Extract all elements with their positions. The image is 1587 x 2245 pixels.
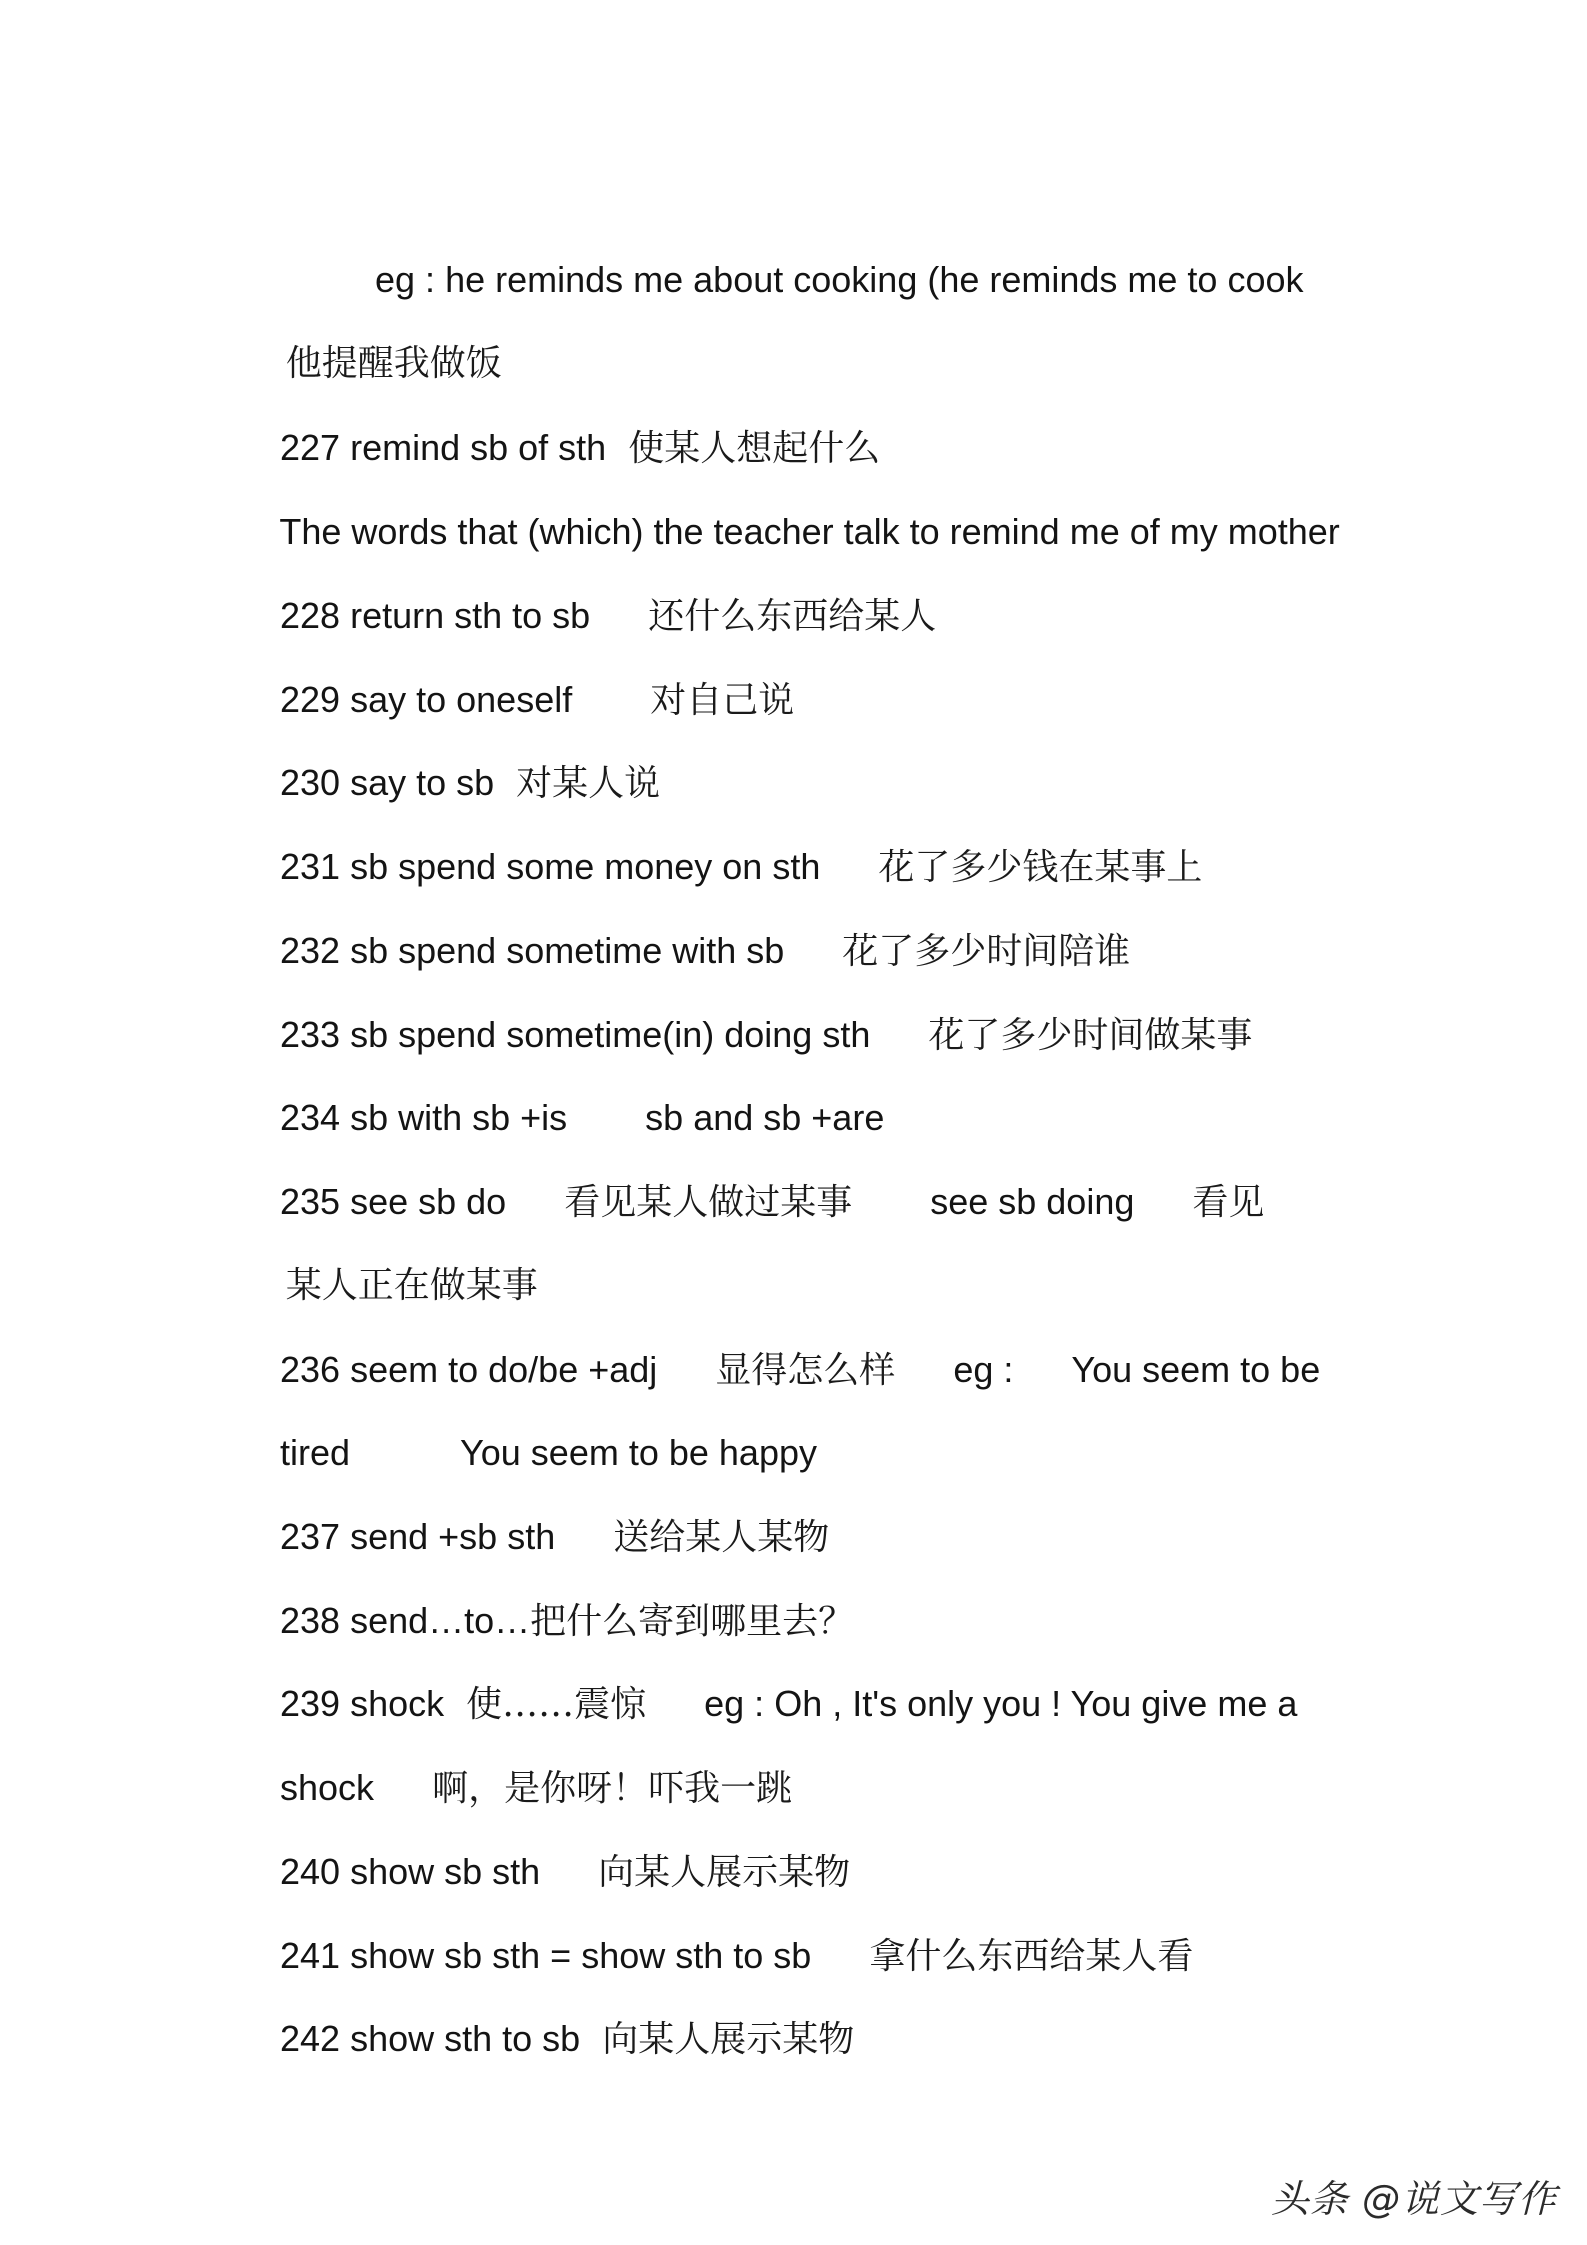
entry-242 [240,1973,854,2106]
phrase: 242 show sth to sb [280,2018,581,2059]
watermark: 头条 @说文写作 [1270,2177,1557,2221]
example-sentence: The words that (which) the teacher talk to remind me of my mother [279,511,1340,552]
example-continued: shock [280,1767,375,1808]
example-sentence: eg : he reminds me about cooking (he reminds me to cook [375,259,1304,300]
meaning: 向某人展示某物 [598,1852,851,1893]
translation: 啊，是你呀！吓我一跳 [432,1768,793,1809]
phrase: 230 say to sb [280,762,495,803]
meaning: 显得怎么样 [715,1350,896,1391]
meaning: 使某人想起什么 [628,428,881,469]
example-sentence: eg : Oh , It's only you ! You give me a [704,1683,1298,1724]
meaning: 花了多少时间陪谁 [842,931,1131,972]
meaning: 花了多少时间做某事 [928,1015,1253,1056]
phrase: 236 seem to do/be +adj [280,1349,658,1390]
phrase: 229 say to oneself [280,679,573,720]
meaning: 把什么寄到哪里去？ [530,1601,855,1642]
phrase: 235 see sb do [280,1181,507,1222]
phrase: 227 remind sb of sth [280,427,607,468]
meaning-alt: 看见 [1192,1182,1265,1223]
phrase-alt: see sb doing [930,1181,1135,1222]
meaning: 花了多少钱在某事上 [878,847,1203,888]
phrase: 234 sb with sb +is [280,1097,568,1138]
phrase: 240 show sb sth [280,1851,541,1892]
meaning: 使……震惊 [466,1684,647,1725]
phrase: 237 send +sb sth [280,1516,556,1557]
example-sentence: You seem to be happy [460,1432,817,1473]
meaning: 对自己说 [650,680,795,721]
meaning-continued: 某人正在做某事 [285,1265,538,1306]
phrase: 239 shock [280,1683,445,1724]
meaning: 看见某人做过某事 [564,1182,853,1223]
meaning: 还什么东西给某人 [648,596,937,637]
phrase: 238 send…to… [280,1600,531,1641]
meaning: 送给某人某物 [613,1517,830,1558]
phrase-alt: sb and sb +are [645,1097,885,1138]
example-label: eg : [953,1349,1014,1390]
phrase: 233 sb spend sometime(in) doing sth [280,1014,871,1055]
meaning: 向某人展示某物 [602,2019,855,2060]
example-sentence: You seem to be [1071,1349,1321,1390]
phrase: 231 sb spend some money on sth [280,846,821,887]
phrase: 228 return sth to sb [280,595,591,636]
translation: 他提醒我做饭 [285,343,502,384]
meaning: 拿什么东西给某人看 [869,1936,1194,1977]
example-continued: tired [280,1432,351,1473]
phrase: 241 show sb sth = show sth to sb [280,1935,812,1976]
meaning: 对某人说 [516,763,661,804]
phrase: 232 sb spend sometime with sb [280,930,785,971]
